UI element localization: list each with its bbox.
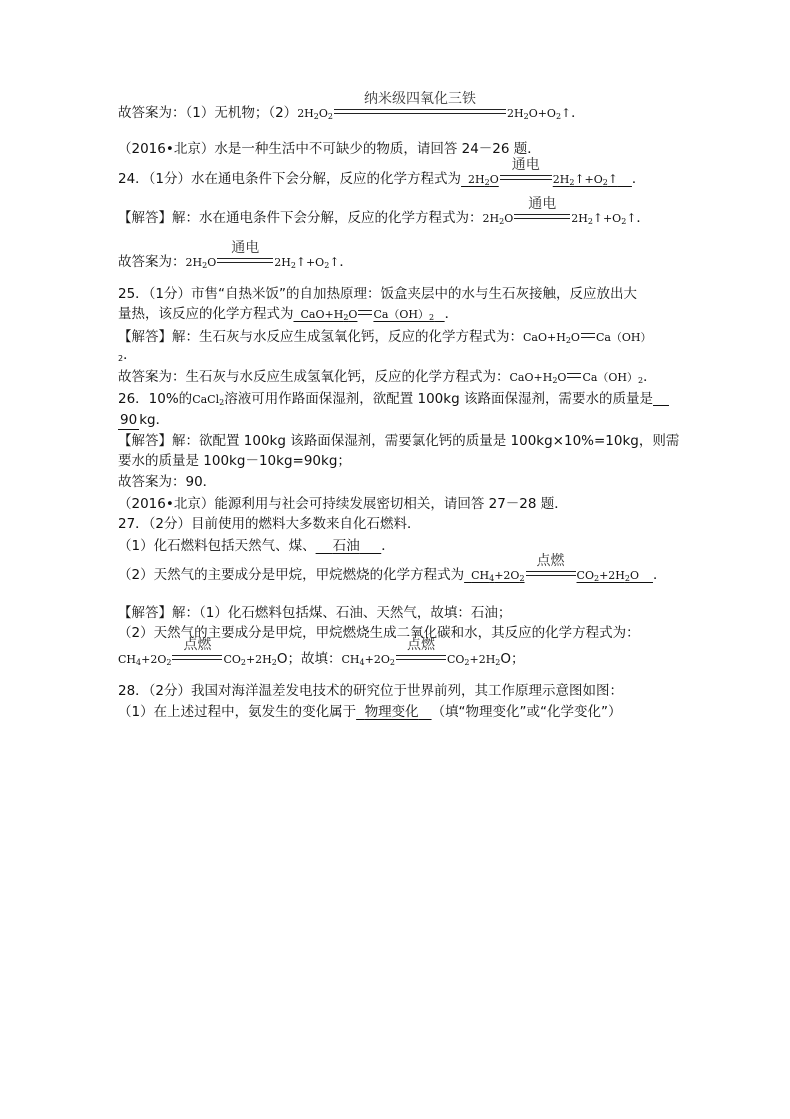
answer-blank: $CH_4+2O_2$ 点燃 $CO_2+2H_2O$ [471,553,639,583]
question-27-2: （2）天然气的主要成分是甲烷，甲烷燃烧的化学方程式为 $CH_4+2O_2$ 点燃 $CO_2+2H_2O$ ． [118,553,667,583]
question-28-1: （1）在上述过程中，氨发生的变化属于 物理变化 （填“物理变化”或“化学变化”） [118,704,622,720]
question-27: 27．（2分）目前使用的燃料大多数来自化石燃料． [118,516,421,532]
answer-blank: 物理变化 [364,704,419,720]
solution-27-1: 【解答】解：（1）化石燃料包括煤、石油、天然气，故填：石油； [118,605,512,621]
solution-26: 【解答】解：欲配置 100kg 该路面保湿剂，需要氯化钙的质量是 100kg×10%=10kg，则需 [118,433,680,449]
answer-24: 故答案为：$2H_2O$ 通电 $2H_2↑+O_2↑$． [118,240,353,270]
answer-line-1: 故答案为：（1）无机物；$(2)2H_2O_2$ 纳米级四氧化三铁 $2H_2O+O_2↑$． [118,91,585,121]
question-25-cont: 量热，该反应的化学方程式为 $CaO+H_2O$ $Ca(OH)_2$ ． [118,306,459,322]
solution-27-equation: $CH_4+2O_2$ 点燃 $CO_2+2H_2O$；故填：$CH_4+2O_2$ 点燃 $CO_2+2H_2O$； [118,637,525,667]
question-26: 26．10%的CaCl$_2$溶液可用作路面保湿剂，欲配置 100kg 该路面保湿剂，需要水的质量是 [118,390,669,412]
question-28: 28．（2分）我国对海洋温差发电技术的研究位于世界前列，其工作原理示意图如图： [118,683,624,699]
question-27-1: （1）化石燃料包括天然气、煤、 石油 ． [118,538,395,554]
answer-blank: 90 [120,412,138,428]
reaction-condition: 纳米级四氧化三铁 [334,109,506,117]
solution-27-2: （2）天然气的主要成分是甲烷，甲烷燃烧生成二氧化碳和水，其反应的化学方程式为： [118,625,640,641]
solution-26-cont: 要水的质量是 100kg－10kg=90kg； [118,453,351,469]
answer-25: 故答案为：生石灰与水反应生成氢氧化钙，反应的化学方程式为：$CaO+H_2O$ $Ca(OH)_2$． [118,369,657,385]
answer-26: 故答案为：90． [118,474,217,490]
question-25: 25．（1分）市售“自热米饭”的自加热原理：饭盒夹层中的水与生石灰接触，反应放出大 [118,286,638,302]
solution-25-cont: $_2$． [118,347,137,363]
section-intro-2: （2016•北京）能源利用与社会可持续发展密切相关，请回答 27－28 题． [118,496,568,512]
answer-blank: $CaO+H_2O$ $Ca(OH)_2$ [300,308,435,322]
question-26-cont: 90 kg． [120,412,170,428]
solution-24: 【解答】解：水在通电条件下会分解，反应的化学方程式为：$2H_2O$ 通电 $2H_2↑+O_2↑$． [118,196,650,226]
question-24: 24．（1分）水在通电条件下会分解，反应的化学方程式为 $2H_2O$ 通电 $2H_2↑+O_2↑$ ． [118,157,646,187]
answer-blank: $2H_2O$ 通电 $2H_2↑+O_2↑$ [468,157,618,187]
equation: $2H_2O_2$ 纳米级四氧化三铁 $2H_2O+O_2↑$ [297,91,572,121]
section-intro: （2016•北京）水是一种生活中不可缺少的物质，请回答 24－26 题． [118,141,541,157]
answer-blank: 石油 [332,538,360,554]
solution-25: 【解答】解：生石灰与水反应生成氢氧化钙，反应的化学方程式为：$CaO+H_2O$ Ca（OH） [118,329,652,345]
